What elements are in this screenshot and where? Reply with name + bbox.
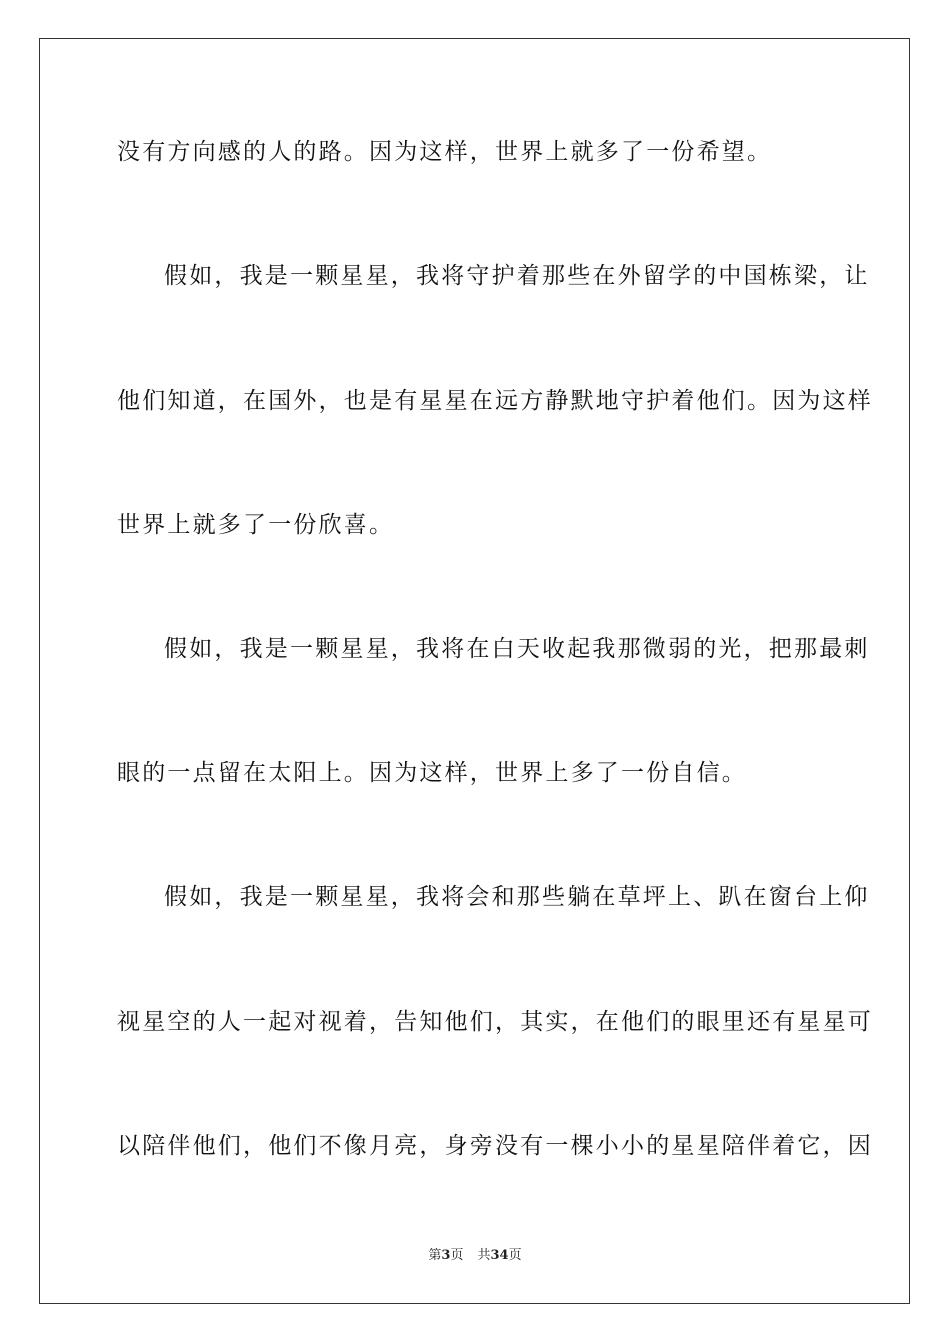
text-line-3: 他们知道，在国外，也是有星星在远方静默地守护着他们。因为这样 xyxy=(117,388,873,414)
text-line-1: 没有方向感的人的路。因为这样，世界上就多了一份希望。 xyxy=(117,139,773,165)
paragraph-start-line: 假如，我是一颗星星，我将守护着那些在外留学的中国栋梁，让 xyxy=(164,263,870,289)
page-number: 3 xyxy=(441,1248,451,1263)
text-line-9: 以陪伴他们，他们不像月亮，身旁没有一棵小小的星星陪伴着它，因 xyxy=(117,1133,873,1159)
page-border xyxy=(39,38,910,1304)
page-footer xyxy=(0,1247,950,1265)
paragraph-start-line: 假如，我是一颗星星，我将会和那些躺在草坪上、趴在窗台上仰 xyxy=(164,884,870,910)
total-suffix: 页 xyxy=(508,1248,522,1263)
total-prefix: 共 xyxy=(477,1248,491,1263)
paragraph-start-line: 假如，我是一颗星星，我将在白天收起我那微弱的光，把那最刺 xyxy=(164,636,870,662)
page-prefix: 第 xyxy=(428,1248,442,1263)
text-line-8: 视星空的人一起对视着，告知他们，其实，在他们的眼里还有星星可 xyxy=(117,1009,873,1035)
text-line-6: 眼的一点留在太阳上。因为这样，世界上多了一份自信。 xyxy=(117,760,747,786)
total-pages: 34 xyxy=(490,1248,509,1263)
text-line-4: 世界上就多了一份欣喜。 xyxy=(117,512,395,538)
page-suffix: 页 xyxy=(450,1248,464,1263)
